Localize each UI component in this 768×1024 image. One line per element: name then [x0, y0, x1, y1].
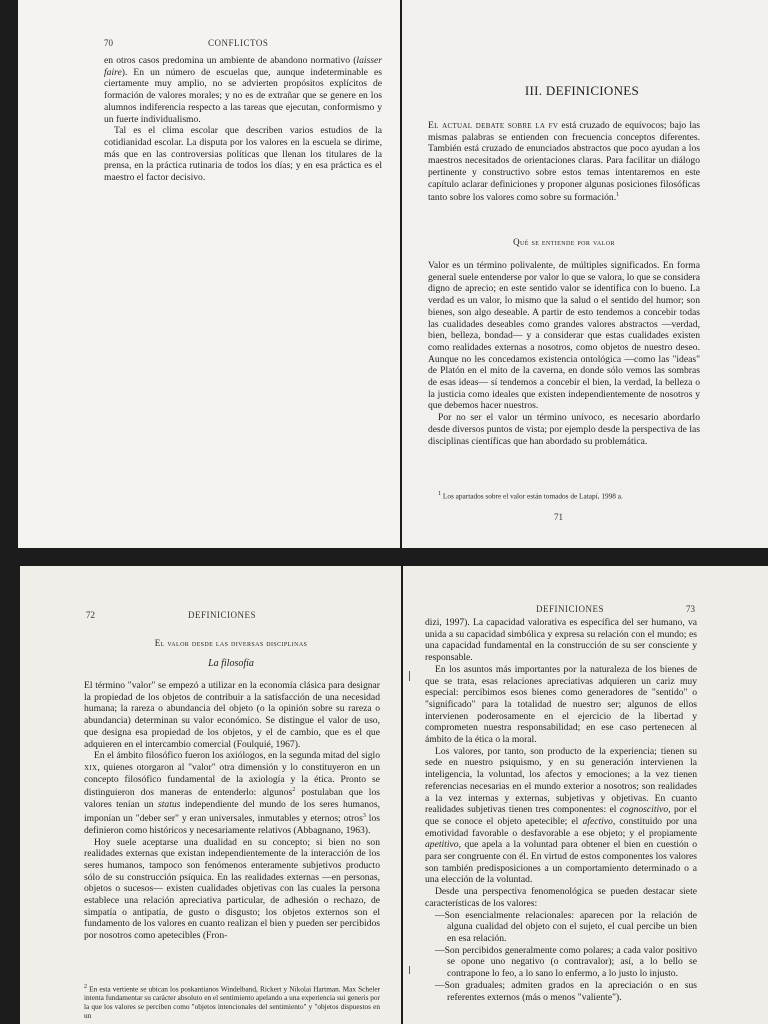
subsection-title: La filosofía — [208, 658, 254, 669]
running-header: CONFLICTOS — [208, 38, 269, 48]
paragraph: En el ámbito filosófico fueron los axiólogos, en la segunda mitad del siglo xix, quienes otorgaron al "valor" otra dimensión y lo constituyeron en un concepto filosófico fundamental de la axiología y la ética. Pronto se distinguieron dos maneras de entenderlo: algunos$^2$ postulaban que los valores tenían un status independiente del mundo de los seres humanos, imponían un "deber ser" y eran universales, inmutables y eternos; otros$^3$ los definieron como históricos y necesariamente relativos (Abbagnano, 1963). — [84, 750, 380, 836]
list-item: —Son esencialmente relacionales: aparecen por la relación de alguna cualidad del objeto con el sujeto, el cual percibe un bien en esa relación. — [435, 909, 697, 944]
page-number: 70 — [104, 38, 113, 48]
margin-mark — [409, 966, 410, 974]
section-title: Qué se entiende por valor — [513, 237, 615, 247]
paragraph: Los valores, por tanto, son producto de la experiencia; tienen su sede en nuestro psiquismo, y en su generación intervienen la inteligencia, la voluntad, los afectos y emociones; a la vez tienen referencias necesarias en el mundo exterior a nosotros; son realidades a la vez internas y externas, subjetivas y objetivas. En cuanto realidades subjetivas tienen tres componentes: el cognoscitivo, por el que se conoce el objeto apetecible; el afectivo, constituido por una emotividad favorable o desfavorable a ese objeto; y el propiamente apetitivo, que apela a la voluntad para obtener el bien en cuestión o para ser congruente con él. En virtud de estos componentes los valores son también predisposiciones a un comportamiento determinado o a una elección de la voluntad. — [425, 745, 698, 886]
running-header: DEFINICIONES — [536, 604, 604, 614]
running-header: DEFINICIONES — [188, 610, 256, 620]
paragraph: dizi, 1997). La capacidad valorativa es específica del ser humano, va unida a su capacidad simbólica y expresa su relación con el mundo; es una capacidad fundamental en la construcción de su ser consciente y responsable. — [425, 617, 697, 664]
list-item: —Son graduales; admiten grados en la apreciación o en sus referentes externos (más o menos "valiente"). — [435, 979, 697, 1003]
body-text — [104, 55, 382, 184]
chapter-intro — [428, 120, 700, 204]
characteristics-list — [425, 910, 697, 1004]
page-72 — [20, 566, 401, 1024]
paragraph: Desde una perspectiva fenomenológica se pueden destacar siete características de los valores: — [425, 886, 697, 909]
page-71 — [402, 0, 768, 548]
section-title: El valor desde las diversas disciplinas — [154, 638, 308, 648]
paragraph: Por no ser el valor un término unívoco, es necesario abordarlo desde diversos puntos de vista; por ejemplo desde la perspectiva de las disciplinas científicas que han abordado su problemática. — [428, 412, 700, 447]
footnote: $^2$ En esta vertiente se ubican los poskantianos Windelband, Rickert y Nikolai Hartman. Max Scheler intenta fundamentar su carácter absoluto en el sentimiento apelando a una experiencia sui generis por la que los valores se perciben como "objetos intencionales del sentimiento" y "objetos dispuestos en un — [84, 984, 380, 1020]
body-text — [84, 680, 380, 942]
list-item: —Son percibidos generalmente como polares; a cada valor positivo se opone uno negativo (o contravalor); así, a lo bello se contrapone lo feo, a lo sano lo enfermo, a lo justo lo injusto. — [435, 944, 697, 980]
paragraph: Tal es el clima escolar que describen varios estudios de la cotidianidad escolar. La disputa por los valores en la escuela se dirime, más que en las controversias políticas que llenan los titulares de la prensa, en la práctica rutinaria de todos los días; y en esa práctica es el maestro el factor decisivo. — [104, 125, 382, 184]
paragraph: Hoy suele aceptarse una dualidad en su concepto; si bien no son realidades externas que existan independientemente de la interacción de los seres humanos, tampoco son fenómenos enteramente subjetivos producto sólo de su construcción psíquica. En las realidades externas —en personas, objetos o sucesos— existen cualidades objetivas con las cuales la persona establece una relación apreciativa particular, de adhesión o rechazo, de simpatía o antipatía, de gusto o disgusto; los objetos externos son el fundamento de los valores en cuanto realizan el bien y pueden ser percibidos por nosotros como apetecibles (Fron- — [84, 836, 380, 942]
paragraph: en otros casos predomina un ambiente de abandono normativo (laisser faire). En un número de escuelas que, aunque indeterminable es ciertamente muy amplio, no se advierten propósitos explícitos de formación de valores morales; y no es de extrañar que se genere en los alumnos indiferencia respecto a las tareas que ejecutan, conformismo y un fuerte individualismo. — [104, 55, 382, 125]
paragraph: El actual debate sobre la fv está cruzado de equívocos; bajo las mismas palabras se entienden con frecuencia conceptos diferentes. También está cruzado de enunciados abstractos que poco ayudan a los maestros necesitados de orientaciones claras. Para facilitar un diálogo pertinente y constructivo sobre estos temas intentaremos en este capítulo aclarar definiciones y proponer algunas posiciones filosóficas tanto sobre los valores como sobre su formación.$^1$ — [428, 120, 700, 204]
page-70 — [18, 0, 400, 548]
page-number: 71 — [554, 512, 563, 522]
paragraph: Valor es un término polivalente, de múltiples significados. En forma general suele entenderse por valor lo que se valora, lo que se considera digno de aprecio; en este sentido valor se identifica con lo bueno. La verdad es un valor, lo mismo que la salud o el sentido del humor; son bienes, son algo deseable. A partir de esto tendemos a concebir todas las cualidades deseables como grandes valores abstractos —verdad, bien, belleza, bondad— y a considerar que estas cualidades existen como realidades externas a nosotros, como objetos de nuestro deseo. Aunque no les concedamos existencia ontológica —como las "ideas" de Platón en el mito de la caverna, en donde sólo vemos las sombras de esas ideas— sí tendemos a concebir el bien, la verdad, la belleza o la justicia como ideales que existen independientemente de nosotros y que debemos hacer nuestros. — [428, 260, 700, 412]
page-number: 72 — [86, 610, 95, 620]
paragraph: En los asuntos más importantes por la naturaleza de los bienes de que se trata, esas relaciones apreciativas adquieren un cariz muy especial: percibimos esos bienes como generadores de "sentido" o "significado" para la totalidad de nuestro ser; algunos de ellos intervienen poderosamente en el ejercicio de la libertad y comprometen nuestra responsabilidad; en ese caso pertenecen al ámbito de la ética o la moral. — [425, 663, 697, 746]
page-73 — [403, 566, 768, 1024]
paragraph: El término "valor" se empezó a utilizar en la economía clásica para designar la propiedad de los objetos de contribuir a la satisfacción de una necesidad humana; la rareza o abundancia del objeto (o la opinión sobre su rareza o abundancia) determinan su valor económico. Se distingue el valor de uso, que designa esa propiedad de los objetos, y el de cambio, que es el que adquieren en el intercambio comercial (Foulquié, 1967). — [84, 680, 380, 750]
margin-mark — [409, 671, 410, 681]
page-number: 73 — [686, 604, 695, 614]
footnote: $^1$ Los apartados sobre el valor están tomados de Latapí, 1998 a. — [438, 491, 623, 501]
chapter-title: III. DEFINICIONES — [524, 83, 640, 98]
body-text — [425, 617, 697, 1003]
body-text — [428, 260, 700, 447]
